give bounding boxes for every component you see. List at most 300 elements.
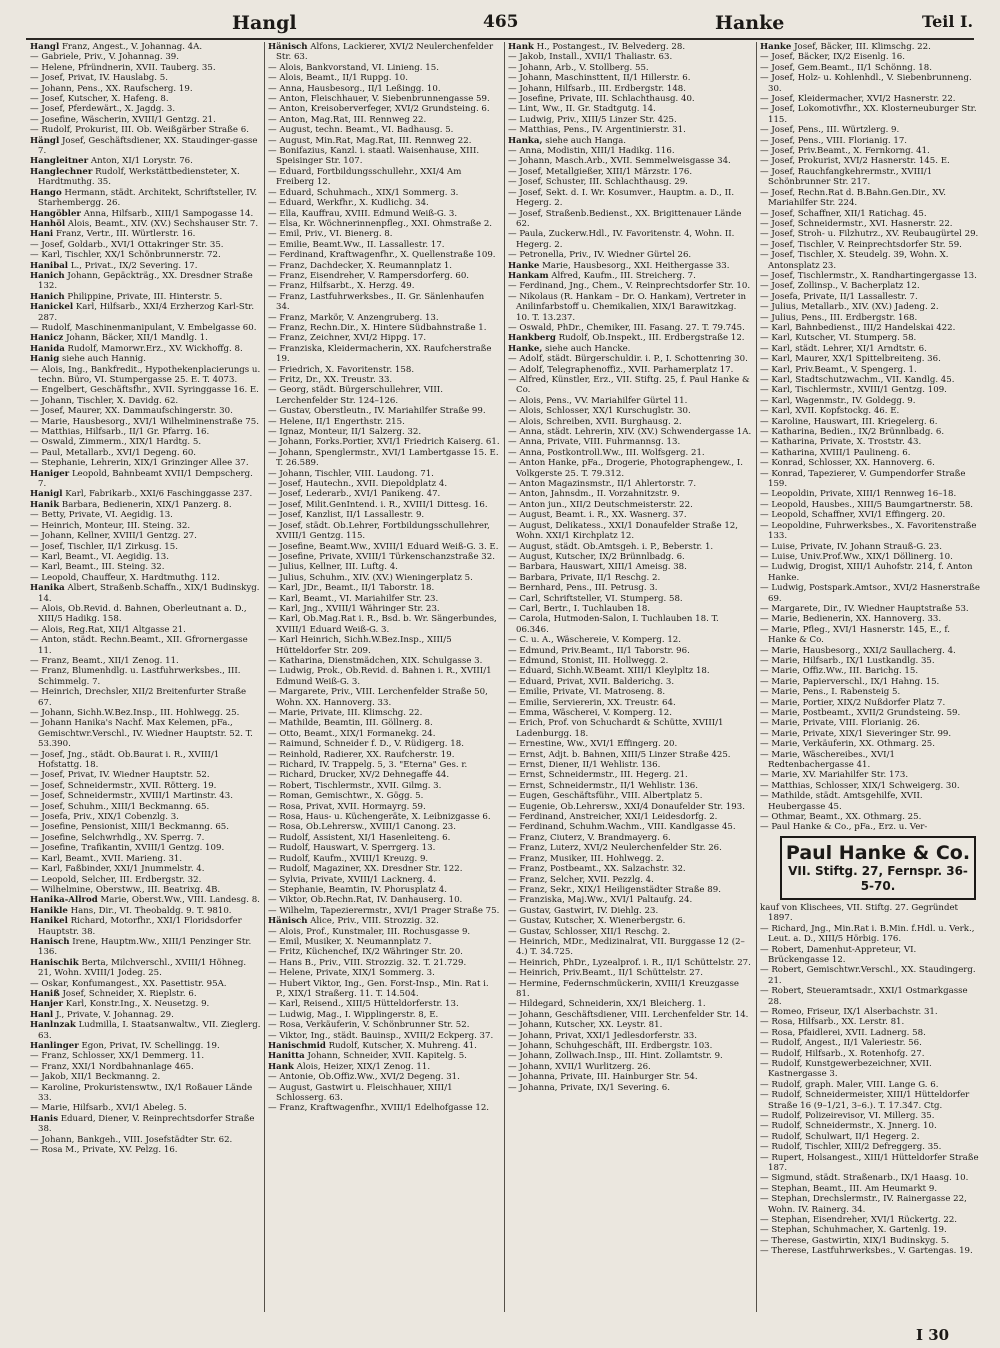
directory-entry bbox=[508, 646, 752, 656]
directory-entry bbox=[30, 552, 262, 562]
entry-text: — Anna, städt. Lehrerin, XIV. (XV.) Schwendergasse 1A. bbox=[508, 427, 752, 438]
entry-text: — Rudolf, Magaziner, XX. Dresdner Str. 122. bbox=[268, 864, 463, 875]
entry-text: — Oswald, Zimmerm., XIX/1 Hardtg. 5. bbox=[30, 437, 202, 448]
directory-entry bbox=[268, 375, 500, 385]
entry-text: — Josef, städt. Ob.Lehrer, Fortbildungsschullehrer, XVIII/1 Gentzg. 115. bbox=[268, 520, 490, 542]
directory-entry bbox=[30, 500, 262, 510]
directory-entry bbox=[268, 188, 500, 198]
directory-entry bbox=[30, 781, 262, 791]
directory-entry bbox=[268, 406, 500, 416]
directory-entry bbox=[760, 271, 980, 281]
entry-surname: Hanickel bbox=[30, 302, 74, 313]
directory-entry bbox=[760, 1132, 980, 1142]
entry-text: — Ernst, Adjt. b. Bahnen, XIII/5 Linzer Straße 425. bbox=[508, 749, 731, 760]
directory-entry bbox=[760, 240, 980, 250]
directory-entry bbox=[760, 292, 980, 302]
directory-entry bbox=[760, 375, 980, 385]
directory-entry bbox=[508, 94, 752, 104]
entry-text: — Ferdinand, Kraftwagenfhr., X. Quellenstraße 109. bbox=[268, 250, 496, 261]
directory-entry bbox=[760, 427, 980, 437]
entry-text: — Engelbert, Geschäftsfhr., XVII. Syringgasse 16. E. bbox=[30, 385, 259, 396]
directory-entry bbox=[30, 489, 262, 499]
entry-text: — Edmund, Stonist, III. Hollwegg. 2. bbox=[508, 655, 669, 666]
entry-text: — Anton Magazinsmstr., II/1 Ahlertorstr. 7. bbox=[508, 479, 697, 490]
directory-entry bbox=[30, 63, 262, 73]
directory-entry bbox=[30, 52, 262, 62]
directory-entry bbox=[508, 906, 752, 916]
directory-entry bbox=[30, 531, 262, 541]
directory-entry bbox=[508, 333, 752, 343]
directory-entry bbox=[30, 219, 262, 229]
entry-text: — Alois, Ob.Revid. d. Bahnen, Oberleutnant a. D., XIII/5 Hadikg. 158. bbox=[30, 603, 247, 625]
entry-text: — Johann, Geschäftsdiener, VIII. Lerchenfelder Str. 14. bbox=[508, 1009, 749, 1020]
directory-entry bbox=[30, 167, 262, 188]
directory-entry bbox=[760, 250, 980, 271]
directory-entry bbox=[760, 94, 980, 104]
entry-text: — Heinrich, PhDr., Lyzealprof. i. R., II/1 Schüttelstr. 27. bbox=[508, 957, 751, 968]
entry-text: — Anton, Mag.Rat, III. Rennweg 22. bbox=[268, 114, 427, 125]
entry-text: — Josefine, Private, XVIII/1 Türkenschanzstraße 32. bbox=[268, 551, 495, 562]
entry-text: — Julius, Pens., III. Erdbergstr. 168. bbox=[760, 312, 918, 323]
entry-text: — Leopold, Hausbes., XIII/5 Baumgartnerstr. 58. bbox=[760, 499, 974, 510]
directory-entry bbox=[508, 323, 752, 333]
directory-entry bbox=[30, 542, 262, 552]
directory-entry bbox=[760, 448, 980, 458]
entry-text: Franz, Angest., V. Johannag. 4A. bbox=[61, 42, 203, 52]
directory-entry bbox=[30, 1135, 262, 1145]
entry-text: Irene, Hauptm.Ww., XIII/1 Penzinger Str. 136. bbox=[38, 936, 252, 958]
directory-entry bbox=[760, 365, 980, 375]
header-part-label: Teil I. bbox=[922, 12, 974, 31]
directory-entry bbox=[268, 271, 500, 281]
directory-entry bbox=[30, 333, 262, 343]
entry-text: — Marie, Offiz.Ww., III. Barichg. 15. bbox=[760, 666, 919, 677]
entry-surname: Hanik bbox=[30, 499, 60, 510]
entry-text: — Petronella, Priv., IV. Wiedner Gürtel 26. bbox=[508, 250, 692, 261]
directory-entry bbox=[30, 521, 262, 531]
directory-entry bbox=[760, 146, 980, 156]
directory-entry bbox=[30, 125, 262, 135]
directory-entry bbox=[268, 666, 500, 687]
directory-entry bbox=[760, 188, 980, 209]
entry-text: — Karoline, Prokuristenswtw., IX/1 Roßauer Lände 33. bbox=[30, 1082, 253, 1104]
entry-text: — Emil, Musiker, X. Neumannplatz 7. bbox=[268, 936, 432, 947]
entry-text: Hermann, städt. Architekt, Schriftsteller, IV. Starhembergg. 26. bbox=[38, 187, 258, 209]
directory-entry bbox=[760, 677, 980, 687]
entry-text: — Franz, Kraftwagenfhr., XVIII/1 Edelhofgasse 12. bbox=[268, 1103, 490, 1114]
entry-text: — Emma, Wäscherei, V. Komperg. 12. bbox=[508, 708, 672, 718]
entry-text: — Josef, Milit.GenIntend. i. R., XVIII/1 Dittesg. 16. bbox=[268, 499, 488, 510]
entry-text: — Sylvia, Private, XVIII/1 Lacknerg. 4. bbox=[268, 874, 436, 885]
entry-text: — Nikolaus (R. Hankam – Dr. O. Hankam), Vertreter in Anilinfarbstoff u. Chemikalien, XIX/1 Barawitzkag. 10. T. 13.237. bbox=[508, 291, 747, 323]
entry-text: — Josef, Pens., III. Würtzlerg. 9. bbox=[760, 125, 900, 136]
directory-entry bbox=[268, 604, 500, 614]
directory-entry bbox=[760, 1153, 980, 1174]
directory-entry bbox=[268, 250, 500, 260]
entry-text: — Helene, Private, XIX/1 Sommerg. 3. bbox=[268, 968, 435, 979]
entry-text: Hans, Dir., VI. Theobaldg. 9. T. 9810. bbox=[70, 905, 232, 916]
directory-entry bbox=[30, 1020, 262, 1041]
entry-text: — Luise, Univ.Prof.Ww., XIX/1 Döllinerg. 10. bbox=[760, 551, 953, 562]
directory-entry bbox=[268, 968, 500, 978]
advertisement-box bbox=[780, 836, 976, 900]
directory-entry bbox=[760, 489, 980, 499]
entry-text: — Ferdinand, Anstreicher, XXI/1 Leidesdorfg. 2. bbox=[508, 812, 718, 823]
entry-text: — Rudolf, Tischler, XIII/2 Defreggerg. 35. bbox=[760, 1142, 942, 1153]
directory-entry bbox=[268, 542, 500, 552]
entry-text: — Franz, Blumenhdlg. u. Lastfuhrwerksbes., III. Schimmelg. 7. bbox=[30, 666, 241, 687]
directory-entry bbox=[30, 895, 262, 905]
directory-entry bbox=[508, 292, 752, 323]
entry-surname: Hanjer bbox=[30, 999, 64, 1010]
directory-entry bbox=[268, 292, 500, 313]
directory-entry bbox=[30, 1145, 262, 1155]
directory-entry bbox=[268, 333, 500, 343]
directory-entry bbox=[30, 791, 262, 801]
entry-text: — Katharina, XVIII/1 Paulineng. 6. bbox=[760, 447, 911, 458]
entry-text: — Fritz, Küchenchef, IX/2 Währinger Str. 20. bbox=[268, 947, 463, 958]
entry-text: — Betty, Private, VI. Aegidig. 13. bbox=[30, 510, 173, 521]
directory-entry bbox=[508, 708, 752, 718]
entry-text: — Josef, Zollinsp., V. Bacherplatz 12. bbox=[760, 281, 920, 292]
entry-text: — Josef, Sekt. d. I. Wr. Kosumver., Hauptm. a. D., II. Hegerg. 2. bbox=[508, 187, 735, 209]
entry-surname: Hängl bbox=[30, 135, 60, 146]
directory-entry bbox=[268, 864, 500, 874]
entry-surname: Hanig bbox=[30, 354, 60, 365]
column-4 bbox=[760, 42, 980, 1312]
entry-text: — Marie, Private, XIX/1 Sieveringer Str. 99. bbox=[760, 728, 952, 739]
directory-entry bbox=[760, 1121, 980, 1131]
directory-entry bbox=[508, 1072, 752, 1082]
directory-entry bbox=[268, 708, 500, 718]
entry-surname: Haniß bbox=[30, 988, 60, 999]
entry-text: — Emilie, Private, VI. Matroseng. 8. bbox=[508, 687, 666, 698]
directory-entry bbox=[508, 718, 752, 739]
directory-entry bbox=[268, 73, 500, 83]
entry-text: — Rudolf, Kunstgewerbezeichner, XVII. Kastnergasse 3. bbox=[760, 1058, 932, 1080]
entry-text: — Franz, Hilfsarbt., X. Herzg. 49. bbox=[268, 281, 415, 292]
entry-text: — Alois, Bankvorstand, VI. Linieng. 15. bbox=[268, 62, 439, 73]
entry-text: — Ludwig, Drogist, XIII/1 Auhofstr. 214, f. Anton Hanke. bbox=[760, 562, 973, 583]
directory-entry bbox=[268, 448, 500, 469]
directory-entry bbox=[268, 84, 500, 94]
entry-text: — Marie, Private, VIII. Florianig. 26. bbox=[760, 718, 920, 729]
directory-entry bbox=[508, 156, 752, 166]
entry-text: — Josefine, Selchwrhdlg., XV. Sperrg. 7. bbox=[30, 832, 205, 843]
directory-entry bbox=[760, 698, 980, 708]
directory-entry bbox=[30, 562, 262, 572]
directory-entry bbox=[760, 750, 980, 771]
directory-entry bbox=[508, 573, 752, 583]
directory-entry bbox=[760, 510, 980, 520]
directory-entry bbox=[760, 903, 980, 924]
directory-entry bbox=[30, 583, 262, 604]
entry-text: Albert, Straßenb.Schaffn., XIX/1 Budinskyg. 14. bbox=[38, 583, 260, 604]
entry-text: — Karl Heinrich, Sichh.W.Bez.Insp., XIII/5 Hütteldorfer Str. 209. bbox=[268, 635, 452, 656]
entry-text: — Ernst, Schneidermstr., II/1 Wehlistr. 136. bbox=[508, 780, 698, 791]
directory-entry bbox=[268, 802, 500, 812]
directory-entry bbox=[508, 614, 752, 635]
entry-text: — Heinrich, Drechsler, XII/2 Breitenfurter Straße 67. bbox=[30, 687, 247, 708]
directory-entry bbox=[268, 854, 500, 864]
directory-entry bbox=[30, 73, 262, 83]
entry-text: — Karl, Tischler, XX/1 Schönbrunnerstr. 72. bbox=[30, 250, 221, 261]
entry-text: — Josefa, Priv., XIX/1 Cobenzlg. 3. bbox=[30, 812, 179, 823]
entry-text: Philippine, Private, III. Hinterstr. 5. bbox=[67, 291, 223, 302]
directory-entry bbox=[760, 209, 980, 219]
directory-entry bbox=[508, 739, 752, 749]
directory-entry bbox=[268, 843, 500, 853]
entry-text: — Franz, Schlosser, XX/1 Demmerg. 11. bbox=[30, 1051, 205, 1062]
directory-columns bbox=[30, 42, 980, 1312]
entry-text: — Karl, Beamt., III. Steing. 32. bbox=[30, 562, 165, 573]
entry-text: — Leopoldin, Private, XIII/1 Rennweg 16–18. bbox=[760, 489, 957, 500]
directory-entry bbox=[268, 718, 500, 728]
entry-text: — Marie, Verkäuferin, XX. Othmarg. 25. bbox=[760, 739, 935, 750]
entry-text: — Anton Hanke, pFa., Drogerie, Photographengew., I. Volkgerste 25. T. 79.312. bbox=[508, 458, 743, 479]
directory-entry bbox=[30, 42, 262, 52]
directory-entry bbox=[508, 916, 752, 926]
header-right-keyword: Hanke bbox=[715, 12, 785, 34]
directory-entry bbox=[508, 927, 752, 937]
entry-text: — Josef, Holz- u. Kohlenhdl., V. Siebenbrunneng. 30. bbox=[760, 73, 972, 94]
directory-entry bbox=[268, 833, 500, 843]
entry-text: — Alois, Reg.Rat, XII/1 Altgasse 21. bbox=[30, 624, 186, 635]
entry-text: — Leopold, Schaffner, XVI/1 Effingerg. 20. bbox=[760, 510, 946, 521]
entry-text: — Rosa, Pfaidlerei, XVII. Ladnerg. 58. bbox=[760, 1027, 926, 1038]
entry-text: — Adolf, Telegraphenoffiz., XVII. Parhamerplatz 17. bbox=[508, 364, 734, 375]
entry-text: Alfred, Kaufm., III. Streicherg. 7. bbox=[551, 270, 696, 281]
directory-entry bbox=[760, 1028, 980, 1038]
entry-text: Eduard, Diener, V. Reinprechtsdorfer Straße 38. bbox=[38, 1113, 255, 1135]
entry-text: — Karl, städt. Lehrer, XI/1 Arndtstr. 6. bbox=[760, 343, 927, 354]
directory-entry bbox=[508, 1062, 752, 1072]
directory-entry bbox=[268, 500, 500, 510]
entry-text: — Eduard, Werkfhr., X. Kudlichg. 34. bbox=[268, 198, 429, 209]
directory-entry bbox=[268, 229, 500, 239]
entry-text: — Josef, Stroh- u. Filzhutrz., XV. Reubaugürtel 29. bbox=[760, 229, 979, 240]
directory-entry bbox=[268, 739, 500, 749]
entry-text: siehe auch Hanga. bbox=[545, 135, 627, 146]
directory-entry bbox=[760, 1080, 980, 1090]
entry-text: — Hermine, Federnschmückerin, XVIII/1 Kreuzgasse 81. bbox=[508, 978, 740, 999]
entry-text: — Johann, Kutscher, XX. Leystr. 81. bbox=[508, 1020, 663, 1031]
entry-text: Josef, Bäcker, III. Klimschg. 22. bbox=[794, 42, 931, 52]
entry-text: — Hubert Viktor, Ing., Gen. Forst-Insp., Min. Rat i. P., XIX/1 Straßerg. 11. T. 14.504. bbox=[268, 978, 489, 999]
directory-entry bbox=[508, 365, 752, 375]
entry-text: — Matthias, Hilfsarb., II/1 Gr. Pfarrg. 16. bbox=[30, 427, 210, 438]
entry-text: — Josef, Tischler, V. Reinprechtsdorfer Str. 59. bbox=[760, 239, 962, 250]
entry-text: — Matthias, Schlosser, XIX/1 Schweigerg. 30. bbox=[760, 780, 960, 791]
entry-text: — Franziska, Kleidermacherin, XX. Raufcherstraße 19. bbox=[268, 343, 492, 365]
entry-text: — Johann, XVII/1 Wurlitzerg. 26. bbox=[508, 1061, 651, 1072]
entry-text: — Gabriele, Priv., V. Johannag. 39. bbox=[30, 52, 179, 63]
entry-text: — August, Kutscher, IX/2 Brünnlbadg. 6. bbox=[508, 551, 685, 562]
entry-text: — Johann, Masch.Arb., XVII. Semmelweisgasse 34. bbox=[508, 156, 731, 167]
entry-text: — Anna, Hausbesorg., II/1 Leßingg. 10. bbox=[268, 83, 441, 94]
directory-entry bbox=[508, 271, 752, 281]
entry-text: — Barbara, Private, II/1 Reschg. 2. bbox=[508, 572, 661, 583]
entry-text: — Josefine, Beamt.Ww., XVIII/1 Eduard Weiß-G. 3. E. bbox=[268, 541, 499, 552]
directory-entry bbox=[268, 875, 500, 885]
directory-entry bbox=[268, 115, 500, 125]
entry-text: — Rudolf, Angest., II/1 Valeriestr. 56. bbox=[760, 1038, 922, 1049]
entry-text: — Rudolf, graph. Maler, VIII. Lange G. 6. bbox=[760, 1079, 939, 1090]
entry-text: Josef, Schneider, X. Rieplstr. 6. bbox=[62, 988, 197, 999]
directory-entry bbox=[508, 875, 752, 885]
directory-entry bbox=[760, 625, 980, 646]
entry-text: — Alois, Ing., Bankfredit., Hypothekenplacierungs u. techn. Büro, VI. Stumpergasse 25. E. T. 4073. bbox=[30, 364, 261, 385]
entry-surname: Hangöbler bbox=[30, 208, 81, 219]
entry-text: — Katharina, Dienstmädchen, XIX. Schulgasse 3. bbox=[268, 655, 483, 666]
entry-text: — Rupert, Holsangest., XIII/1 Hütteldorfer Straße 187. bbox=[760, 1152, 979, 1174]
entry-surname: Hanke bbox=[760, 42, 792, 52]
entry-text: — Ludwig, Prok., Ob.Revid. d. Bahnen i. R., XVIII/1 Edmund Weiß-G. 3. bbox=[268, 666, 492, 687]
entry-text: — Josef, Straßenb.Bedienst., XX. Brigittenauer Lände 62. bbox=[508, 208, 742, 229]
directory-entry bbox=[508, 479, 752, 489]
entry-text: — Carl, Bertr., I. Tuchlauben 18. bbox=[508, 603, 651, 614]
entry-text: — Johann, Sichh.W.Bez.Insp., III. Hohlwegg. 25. bbox=[30, 708, 240, 718]
entry-text: — Marie, Pens., I. Rabensteig 5. bbox=[760, 687, 901, 698]
entry-text: — Ludwig, Priv., XIII/5 Linzer Str. 425. bbox=[508, 114, 677, 125]
directory-entry bbox=[508, 188, 752, 209]
entry-text: — Stephan, Beamt., III. Am Heumarkt 9. bbox=[760, 1183, 938, 1194]
directory-entry bbox=[760, 562, 980, 583]
entry-text: — Ludwig, Mag., I. Wipplingerstr. 8, E. bbox=[268, 1009, 439, 1020]
directory-entry bbox=[30, 354, 262, 364]
directory-entry bbox=[760, 687, 980, 697]
entry-text: — Eduard, Schuhmach., XIX/1 Sommerg. 3. bbox=[268, 187, 459, 198]
directory-entry bbox=[508, 125, 752, 135]
directory-entry bbox=[268, 437, 500, 447]
directory-entry bbox=[268, 261, 500, 271]
advertisement-title: Paul Hanke & Co. bbox=[785, 841, 971, 864]
entry-text: — Jakob, XII/1 Beckmanng. 2. bbox=[30, 1072, 161, 1083]
directory-entry bbox=[508, 937, 752, 958]
directory-entry bbox=[268, 916, 500, 926]
directory-entry bbox=[760, 500, 980, 510]
entry-text: — Carl, Schriftsteller, VI. Stumperg. 58. bbox=[508, 593, 683, 604]
entry-text: — Emilie, Serviererin, XX. Treustr. 64. bbox=[508, 697, 676, 708]
entry-text: — Josef, Tischler, II/1 Zirkusg. 15. bbox=[30, 541, 178, 552]
directory-entry bbox=[30, 365, 262, 386]
directory-entry bbox=[508, 63, 752, 73]
directory-entry bbox=[30, 864, 262, 874]
entry-text: — Franz, Dachdecker, X. Reumannplatz 1. bbox=[268, 260, 453, 271]
directory-entry bbox=[760, 156, 980, 166]
footer-mark: I 30 bbox=[916, 1326, 950, 1344]
entry-text: — Rudolf, Polizeirevisor, VI. Millerg. 35. bbox=[760, 1111, 935, 1121]
entry-text: — Marie, Papierverschl., IX/1 Hahng. 15. bbox=[760, 676, 940, 687]
directory-entry bbox=[268, 313, 500, 323]
directory-entry bbox=[30, 437, 262, 447]
directory-entry bbox=[508, 104, 752, 114]
entry-text: — Marie, Hausbesorg., XVI/1 Wilhelminenstraße 75. bbox=[30, 416, 259, 427]
entry-text: — Rudolf, Hauswart, V. Sperrgerg. 13. bbox=[268, 843, 436, 854]
entry-text: — Elsa, Kr. Wöchnerinnenpfleg., XXI. Ohmstraße 2. bbox=[268, 218, 493, 229]
directory-entry bbox=[760, 406, 980, 416]
column-divider bbox=[504, 42, 505, 1312]
column-divider bbox=[756, 42, 757, 1312]
entry-text: — Ernestine, Ww., XVI/1 Effingerg. 20. bbox=[508, 739, 678, 750]
directory-entry bbox=[760, 729, 980, 739]
entry-text: — Karl, JDr., Beamt., II/1 Taborstr. 18. bbox=[268, 583, 435, 594]
entry-text: Johann, Schneider, XVII. Kapitelg. 5. bbox=[307, 1051, 467, 1062]
entry-text: — Robert, Steueramtsadr., XXI/1 Ostmarkgasse 28. bbox=[760, 986, 968, 1007]
directory-entry bbox=[268, 614, 500, 635]
entry-text: — Mathilde, städt. Amtsgehilfe, XVII. Heubergasse 45. bbox=[760, 791, 923, 812]
entry-text: — Anton, Kreisoberverfeger, XVI/2 Grundsteing. 6. bbox=[268, 104, 490, 115]
directory-entry bbox=[268, 750, 500, 760]
directory-entry bbox=[30, 406, 262, 416]
entry-text: — Anton jun., XII/2 Deutschmeisterstr. 22. bbox=[508, 499, 693, 510]
entry-text: — Johann, Pens., XX. Raufscherg. 19. bbox=[30, 83, 193, 94]
entry-text: — Luise, Private, IV. Johann Strauß-G. 23. bbox=[760, 541, 942, 552]
directory-entry bbox=[30, 510, 262, 520]
entry-text: Karl, Konstr.Ing., X. Neusetzg. 9. bbox=[65, 999, 210, 1010]
directory-entry bbox=[268, 1010, 500, 1020]
entry-text: — Josef, Schaffner, XII/1 Ratichag. 45. bbox=[760, 208, 927, 219]
directory-entry bbox=[760, 281, 980, 291]
entry-text: — Josef, Bäcker, IX/2 Eisenlg. 16. bbox=[760, 52, 905, 63]
directory-entry bbox=[268, 125, 500, 135]
directory-entry bbox=[268, 812, 500, 822]
entry-text: — Robert, Damenhut-Appreteur, VI. Brückengasse 12. bbox=[760, 944, 917, 965]
directory-entry bbox=[30, 156, 262, 166]
entry-text: — August, techn. Beamt., VI. Badhausg. 5. bbox=[268, 125, 454, 136]
directory-entry bbox=[760, 1215, 980, 1225]
entry-surname: Hanikel bbox=[30, 916, 68, 927]
directory-entry bbox=[508, 656, 752, 666]
directory-entry bbox=[30, 708, 262, 718]
entry-text: — Marie, Wäschereibes., XVI/1 Redtenbachergasse 41. bbox=[760, 749, 895, 771]
directory-entry bbox=[508, 968, 752, 978]
entry-text: — Ernst, Diener, II/1 Wehlistr. 136. bbox=[508, 760, 661, 771]
directory-entry bbox=[760, 781, 980, 791]
entry-text: — Stephan, Schuhmacher, X. Gartenlg. 19. bbox=[760, 1225, 947, 1236]
directory-entry bbox=[268, 822, 500, 832]
entry-text: — Rudolf, Schneidermeister, XIII/1 Hütteldorfer Straße 16 (9–1/21, 3–6.). T. 17.347. Ctg. bbox=[760, 1090, 970, 1111]
entry-text: — Heinrich, MDr., Medizinalrat, VII. Burggasse 12 (2–4.) T. 34.725. bbox=[508, 936, 745, 958]
entry-text: — Viktor, Ob.Rechn.Rat, IV. Danhauserg. 10. bbox=[268, 895, 463, 906]
entry-text: — August, Delikatess., XXI/1 Donaufelder Straße 12, Wohn. XXI/1 Kirchplatz 12. bbox=[508, 520, 739, 542]
entry-text: kauf von Klischees, VII. Stiftg. 27. Gegründet 1897. bbox=[760, 902, 959, 924]
entry-text: — Josef, Rechn.Rat d. B.Bahn.Gen.Dir., XV. Mariahilfer Str. 224. bbox=[760, 187, 946, 209]
entry-text: — Anton, Fleischhauer, V. Siebenbrunnengasse 59. bbox=[268, 94, 490, 105]
directory-entry bbox=[30, 822, 262, 832]
directory-entry bbox=[268, 770, 500, 780]
directory-entry bbox=[30, 1062, 262, 1072]
directory-entry bbox=[508, 822, 752, 832]
entry-text: J., Private, V. Johannag. 29. bbox=[55, 1009, 174, 1020]
column-3 bbox=[508, 42, 752, 1312]
directory-entry bbox=[508, 521, 752, 542]
directory-entry bbox=[760, 656, 980, 666]
column-1 bbox=[30, 42, 262, 1312]
entry-text: — Julius, Schuhm., XIV. (XV.) Wieningerplatz 5. bbox=[268, 572, 473, 583]
directory-entry bbox=[760, 437, 980, 447]
entry-text: Rudolf, Werkstättbediensteter, X. Hardtmuthg. 35. bbox=[38, 166, 240, 188]
directory-entry bbox=[508, 448, 752, 458]
entry-text: — Roman, Gemischtwr., X. Gögg. 5. bbox=[268, 791, 424, 802]
directory-entry bbox=[30, 750, 262, 771]
entry-text: — Heinrich, Monteur, III. Steing. 32. bbox=[30, 520, 191, 531]
directory-entry bbox=[760, 1059, 980, 1080]
directory-entry bbox=[268, 958, 500, 968]
entry-text: — Karl, XVII. Kopfstockg. 46. E. bbox=[760, 406, 900, 417]
directory-entry bbox=[268, 885, 500, 895]
directory-entry bbox=[268, 781, 500, 791]
